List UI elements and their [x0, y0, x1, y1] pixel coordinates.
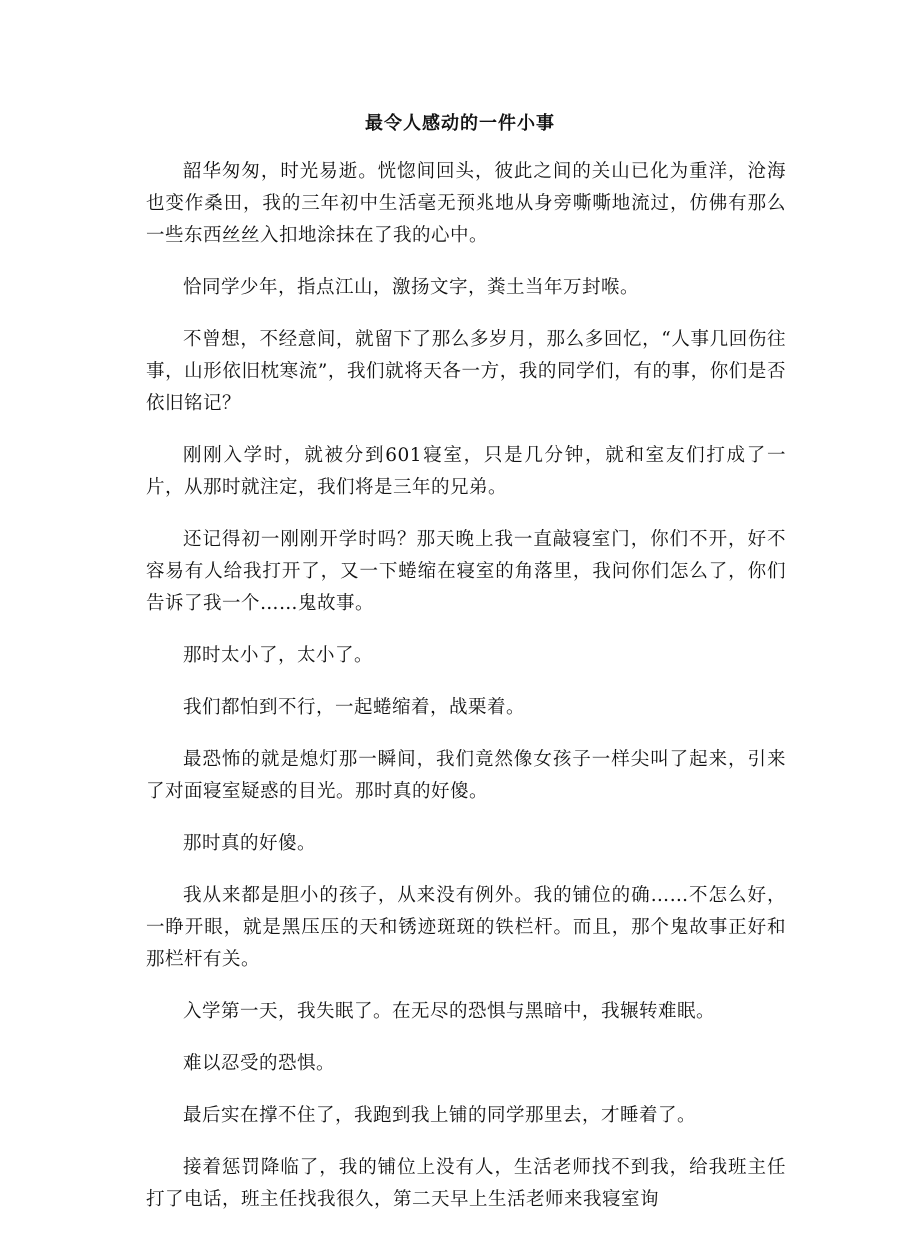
paragraph-14: 接着惩罚降临了，我的铺位上没有人，生活老师找不到我，给我班主任打了电话，班主任找我很久，第二天早上生活老师来我寝室询 [146, 1157, 786, 1210]
paragraph-5: 还记得初一刚刚开学时吗？那天晚上我一直敲寝室门，你们不开，好不容易有人给我打开了，又一下蜷缩在寝室的角落里，我问你们怎么了，你们告诉了我一个……鬼故事。 [146, 529, 786, 614]
paragraph-13: 最后实在撑不住了，我跑到我上铺的同学那里去，才睡着了。 [183, 1105, 697, 1126]
paragraph-4: 刚刚入学时，就被分到601寝室，只是几分钟，就和室友们打成了一片，从那时就注定，我们将是三年的兄弟。 [146, 445, 786, 498]
paragraph-7: 我们都怕到不行，一起蜷缩着，战栗着。 [183, 697, 526, 718]
paragraph-3: 不曾想，不经意间，就留下了那么多岁月，那么多回忆，“人事几回伤往事，山形依旧枕寒流”，我们就将天各一方，我的同学们，有的事，你们是否依旧铭记？ [146, 329, 786, 414]
document-body [146, 156, 786, 1236]
paragraph-11: 入学第一天，我失眠了。在无尽的恐惧与黑暗中，我辗转难眠。 [183, 1001, 716, 1022]
paragraph-10: 我从来都是胆小的孩子，从来没有例外。我的铺位的确……不怎么好，一睁开眼，就是黑压压的天和锈迹斑斑的铁栏杆。而且，那个鬼故事正好和那栏杆有关。 [146, 885, 786, 970]
paragraph-2: 恰同学少年，指点江山，激扬文字，粪土当年万封喉。 [183, 277, 640, 298]
paragraph-9: 那时真的好傻。 [183, 833, 317, 854]
document-title: 最令人感动的一件小事 [365, 113, 555, 134]
paragraph-6: 那时太小了，太小了。 [183, 645, 374, 666]
paragraph-1: 韶华匆匆，时光易逝。恍惚间回头，彼此之间的关山已化为重洋，沧海也变作桑田，我的三年初中生活毫无预兆地从身旁嘶嘶地流过，仿佛有那么一些东西丝丝入扣地涂抹在了我的心中。 [146, 161, 786, 246]
paragraph-12: 难以忍受的恐惧。 [183, 1053, 336, 1074]
paragraph-8: 最恐怖的就是熄灯那一瞬间，我们竟然像女孩子一样尖叫了起来，引来了对面寝室疑惑的目光。那时真的好傻。 [146, 749, 786, 802]
